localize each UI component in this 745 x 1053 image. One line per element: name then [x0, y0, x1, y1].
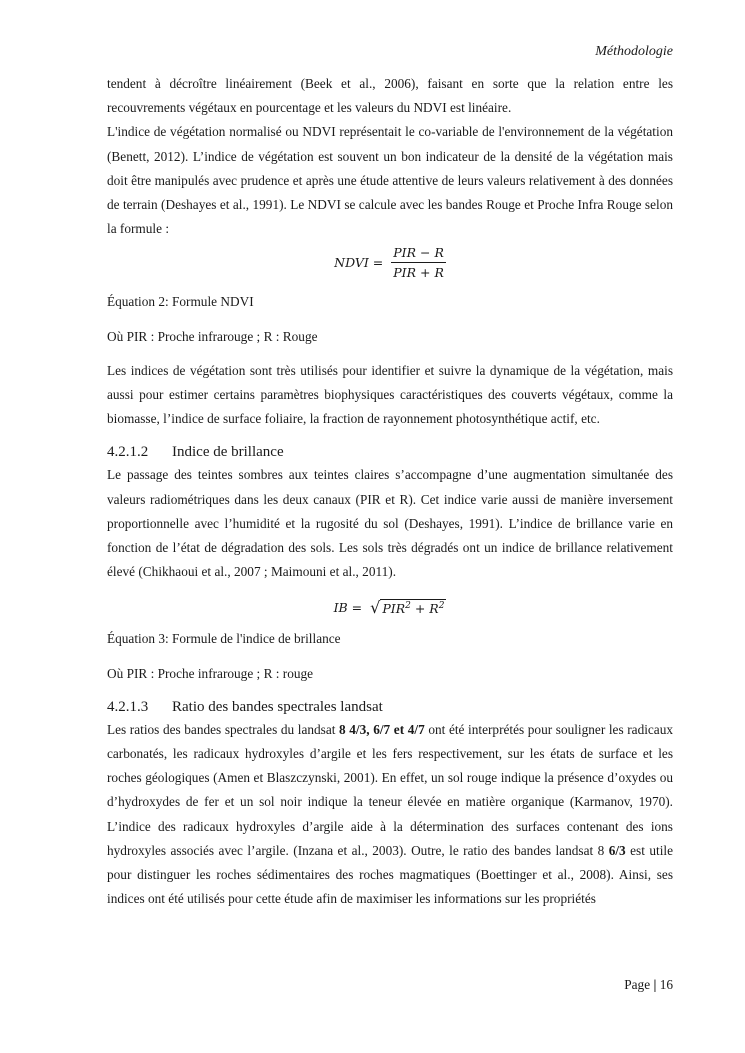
- text-run: est utile pour distinguer les roches sédimentaires des roches magmatiques (Boettinger et al., 2008). Ainsi, ses indices ont été utilisés pour cette étude afin de maximiser les informations sur les propriétés: [107, 842, 673, 907]
- page-footer: [624, 977, 673, 993]
- section-title: Ratio des bandes spectrales landsat: [172, 698, 383, 715]
- radical-sign-icon: √: [370, 598, 381, 618]
- bold-text-run: 8 4/3, 6/7 et 4/7: [339, 721, 425, 737]
- equation-ndvi-lhs: NDVI =: [334, 255, 384, 271]
- paragraph-ndvi-linear: tendent à décroître linéairement (Beek et al., 2006), faisant en sorte que la relation entre les recouvrements végétaux en pourcentage et les valeurs du NDVI est linéaire.: [107, 76, 673, 116]
- legend-equation-2: Où PIR : Proche infrarouge ; R : Rouge: [107, 328, 318, 344]
- bold-text-run: 6/3: [608, 842, 626, 858]
- paragraph-vegetation-indices: Les indices de végétation sont très utilisés pour identifier et suivre la dynamique de la végétation, mais aussi pour estimer certains paramètres biophysiques caractéristiques des couverts végétaux, comme la biomasse, l’indice de surface foliaire, la fraction de rayonnement photosynthétique actif, etc.: [107, 362, 673, 427]
- running-header: Méthodologie: [595, 44, 673, 59]
- section-heading-ratio-bandes: [107, 696, 673, 718]
- radicand-r: + R: [410, 601, 439, 617]
- section-number: 4.2.1.2: [107, 444, 149, 461]
- text-run: Les ratios des bandes spectrales du landsat: [107, 721, 340, 737]
- square-root: [370, 598, 446, 617]
- section-number: 4.2.1.3: [107, 698, 149, 715]
- page-label: Page: [624, 977, 651, 992]
- exponent: 2: [438, 601, 445, 612]
- section-heading-indice-brillance: [107, 441, 673, 463]
- text-run: ont été interprétés pour souligner les radicaux carbonatés, les radicaux hydroxyles d’argile et les fers respectivement, sur les états de surface et les roches géologiques (Amen et Blaszczynski, 2001). En effet, un sol rouge indique la présence d’oxydes ou d’hydroxydes de fer et un sol noir indique la teneur élevée en matière organique (Karmanov, 1970). L’indice des radicaux hydroxyles d’argile aide à la détermination des surfaces contenant des ions hydroxyles associés avec l’argile. (Inzana et al., 2003). Outre, le ratio des bandes landsat 8: [107, 721, 674, 858]
- page-body: [107, 72, 673, 911]
- equation-ndvi: [107, 245, 673, 280]
- equation-ndvi-fraction: [391, 245, 446, 280]
- page-separator: |: [653, 977, 657, 992]
- paragraph-ndvi-definition: L'indice de végétation normalisé ou NDVI représentait le co-variable de l'environnement de la végétation (Benett, 2012). L’indice de végétation est souvent un bon indicateur de la densité de la végétation mais doit être manipulés avec prudence et après une étude attentive de leurs valeurs relativement à des données de terrain (Deshayes et al., 1991). Le NDVI se calcule avec les bandes Rouge et Proche Infra Rouge selon la formule :: [107, 124, 673, 237]
- caption-equation-2: Équation 2: Formule NDVI: [107, 294, 254, 310]
- equation-ndvi-numerator: PIR − R: [391, 245, 446, 263]
- exponent: 2: [405, 601, 411, 612]
- page-number: 16: [659, 977, 673, 992]
- paragraph-indice-brillance: Le passage des teintes sombres aux teintes claires s’accompagne d’une augmentation simultanée des valeurs radiométriques dans les deux canaux (PIR et R). Cet indice varie aussi de manière inversement proportionnelle avec l’humidité et la rugosité du sol (Deshayes, 1991). L’indice de brillance varie en fonction de l’état de dégradation des sols. Les sols très dégradés ont un indice de brillance relativement élevé (Chikhaoui et al., 2007 ; Maimouni et al., 2011).: [107, 467, 673, 580]
- radicand-pir: PIR: [382, 601, 406, 617]
- equation-ib-lhs: IB =: [333, 600, 363, 616]
- legend-equation-3: Où PIR : Proche infrarouge ; R : rouge: [107, 665, 314, 681]
- equation-ndvi-denominator: PIR + R: [393, 265, 444, 281]
- section-title: Indice de brillance: [172, 444, 284, 461]
- caption-equation-3: Équation 3: Formule de l'indice de brillance: [107, 631, 341, 647]
- equation-ib: [107, 598, 673, 617]
- paragraph-ratio-bandes: [107, 718, 673, 912]
- equation-ib-radicand: [380, 599, 446, 616]
